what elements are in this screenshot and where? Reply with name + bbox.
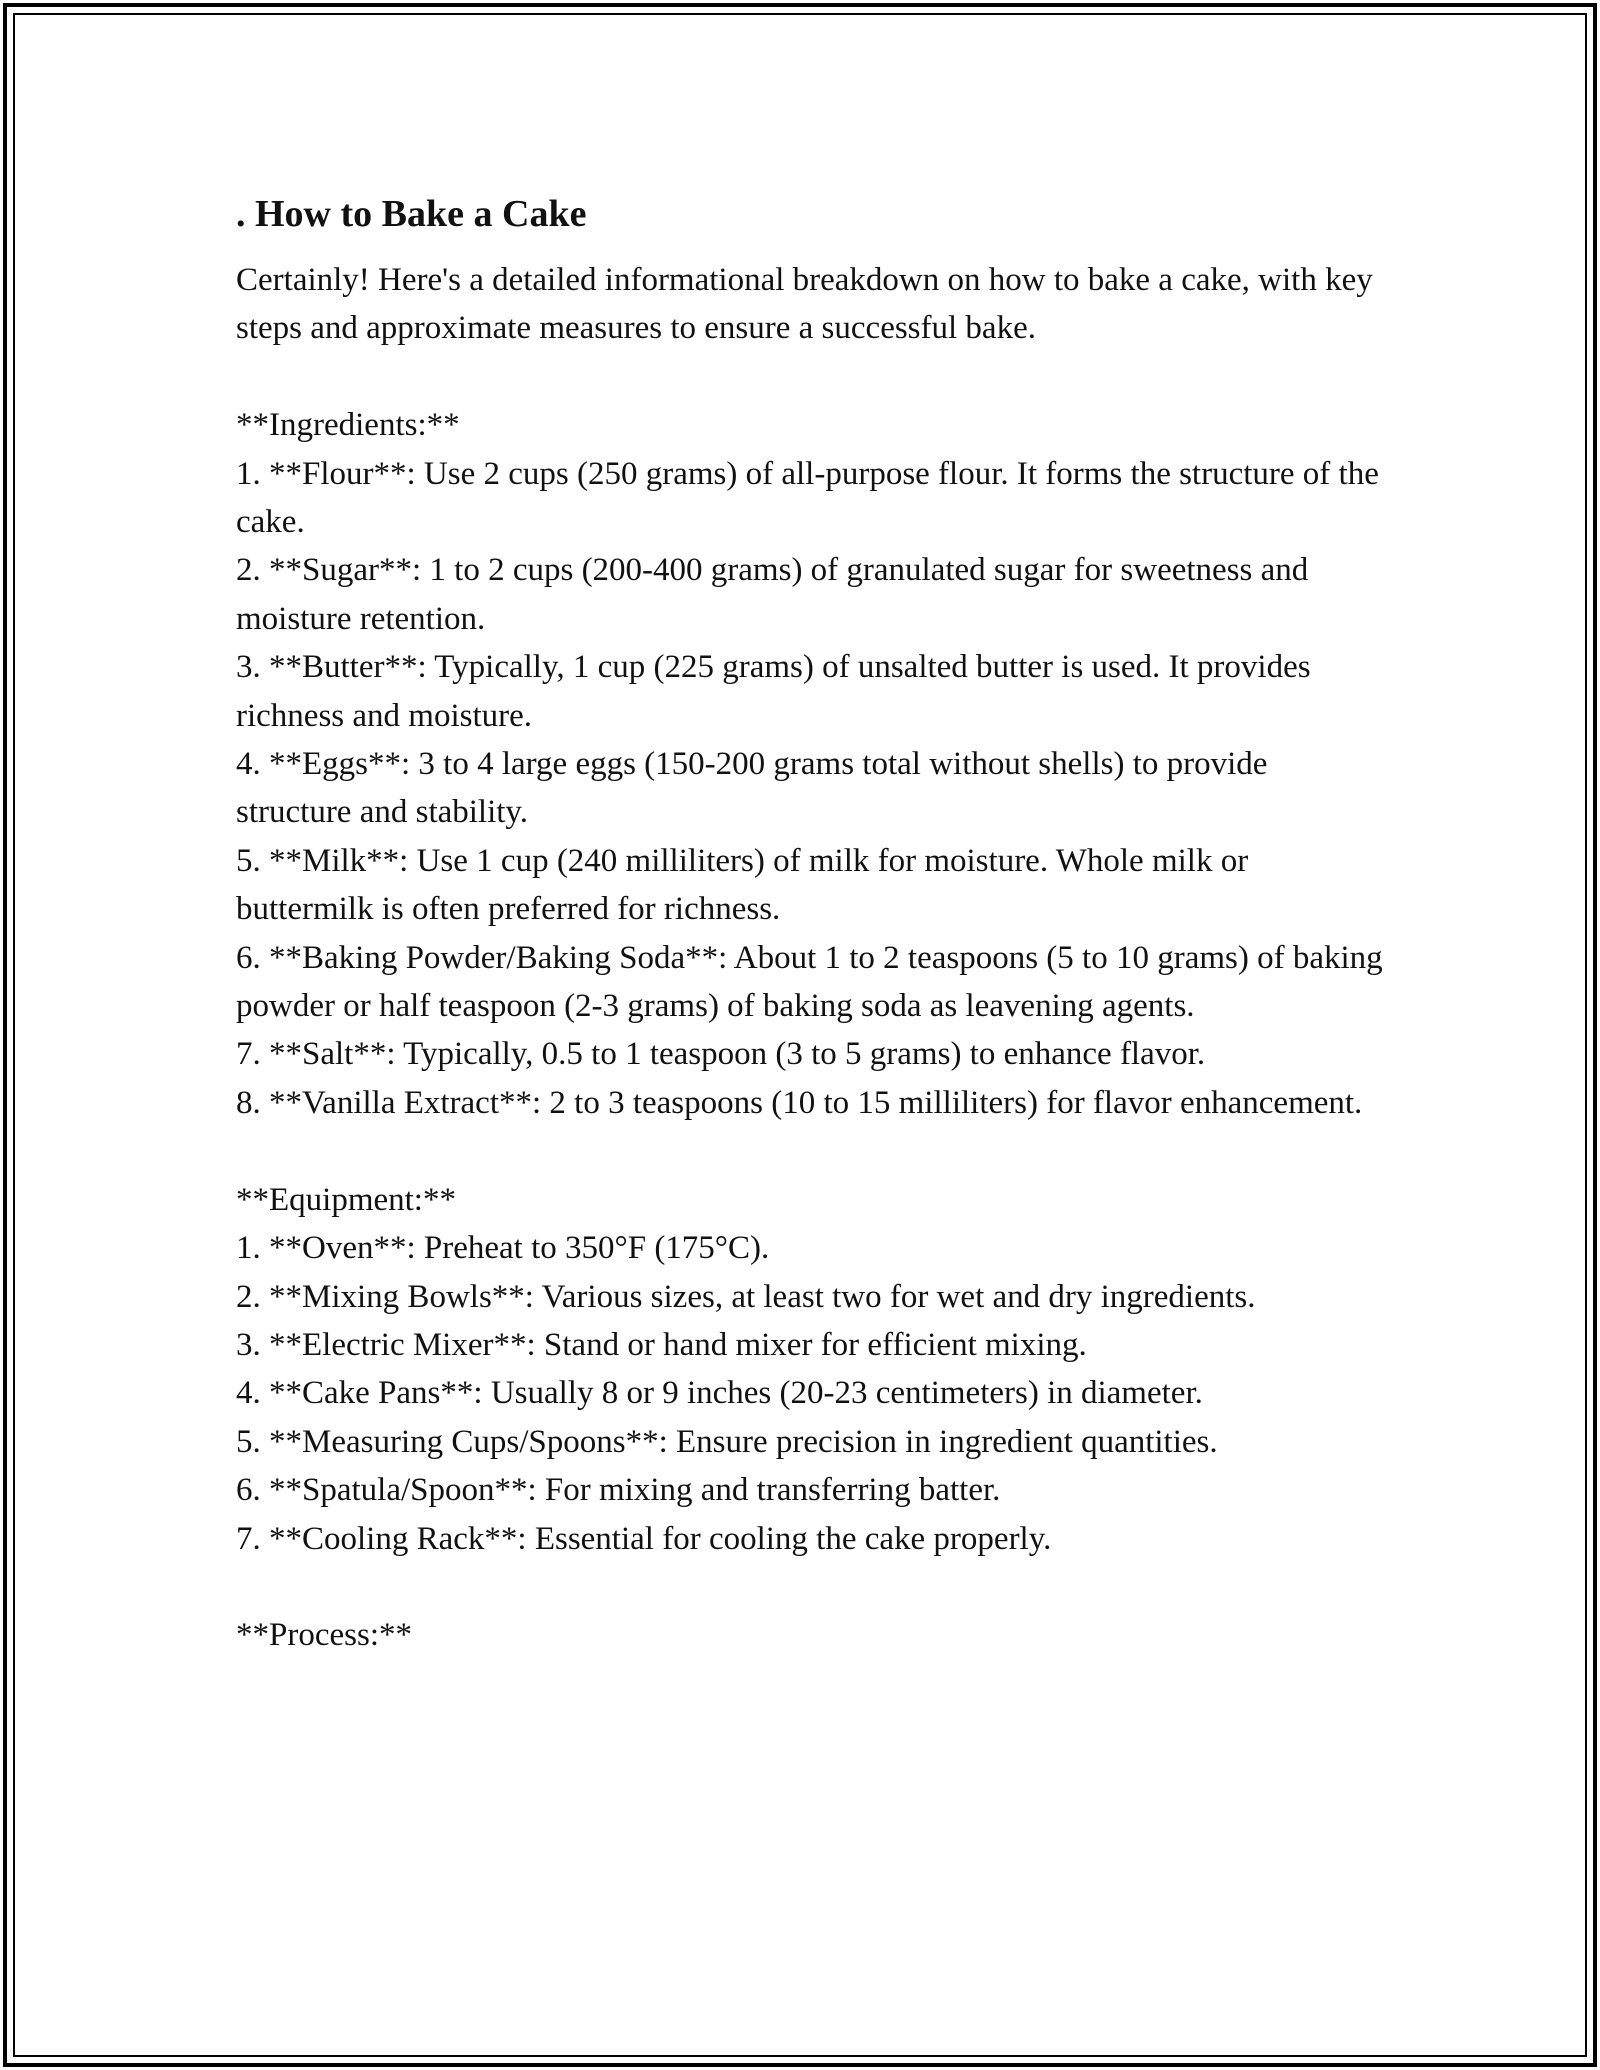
equipment-item-electric-mixer: 3. **Electric Mixer**: Stand or hand mixer for efficient mixing. bbox=[236, 1326, 1087, 1363]
equipment-item-mixing-bowls: 2. **Mixing Bowls**: Various sizes, at least two for wet and dry ingredients. bbox=[236, 1278, 1256, 1315]
ingredient-item-leavening: 6. **Baking Powder/Baking Soda**: About 1 to 2 teaspoons (5 to 10 grams) of baking powder or half teaspoon (2-3 grams) of baking soda as leavening agents. bbox=[236, 939, 1383, 1025]
process-heading: **Process:** bbox=[236, 1617, 412, 1654]
equipment-item-oven: 1. **Oven**: Preheat to 350°F (175°C). bbox=[236, 1230, 770, 1267]
ingredient-item-vanilla: 8. **Vanilla Extract**: 2 to 3 teaspoons (10 to 15 milliliters) for flavor enhancement. bbox=[236, 1084, 1363, 1121]
equipment-item-cooling-rack: 7. **Cooling Rack**: Essential for cooling the cake properly. bbox=[236, 1520, 1052, 1557]
ingredient-item-salt: 7. **Salt**: Typically, 0.5 to 1 teaspoon (3 to 5 grams) to enhance flavor. bbox=[236, 1036, 1206, 1073]
paragraph-gap bbox=[236, 1127, 1386, 1175]
document-body bbox=[236, 186, 1386, 1660]
document-title: . How to Bake a Cake bbox=[236, 193, 587, 235]
paragraph-gap bbox=[236, 353, 1386, 401]
paragraph-gap bbox=[236, 1563, 1386, 1611]
ingredient-item-eggs: 4. **Eggs**: 3 to 4 large eggs (150-200 grams total without shells) to provide structure and stability. bbox=[236, 746, 1268, 831]
ingredient-item-flour: 1. **Flour**: Use 2 cups (250 grams) of all-purpose flour. It forms the structure of the cake. bbox=[236, 455, 1379, 541]
ingredient-item-butter: 3. **Butter**: Typically, 1 cup (225 grams) of unsalted butter is used. It provides richness and moisture. bbox=[236, 649, 1311, 734]
equipment-item-cake-pans: 4. **Cake Pans**: Usually 8 or 9 inches (20-23 centimeters) in diameter. bbox=[236, 1375, 1203, 1412]
ingredient-item-sugar: 2. **Sugar**: 1 to 2 cups (200-400 grams) of granulated sugar for sweetness and moisture retention. bbox=[236, 552, 1309, 637]
intro-paragraph: Certainly! Here's a detailed informational breakdown on how to bake a cake, with key steps and approximate measures to ensure a successful bake. bbox=[236, 262, 1373, 347]
equipment-item-measuring: 5. **Measuring Cups/Spoons**: Ensure precision in ingredient quantities. bbox=[236, 1423, 1218, 1460]
ingredient-item-milk: 5. **Milk**: Use 1 cup (240 milliliters) of milk for moisture. Whole milk or buttermilk is often preferred for richness. bbox=[236, 842, 1249, 928]
equipment-item-spatula: 6. **Spatula/Spoon**: For mixing and transferring batter. bbox=[236, 1472, 1001, 1509]
ingredients-heading: **Ingredients:** bbox=[236, 407, 460, 444]
equipment-heading: **Equipment:** bbox=[236, 1181, 456, 1218]
